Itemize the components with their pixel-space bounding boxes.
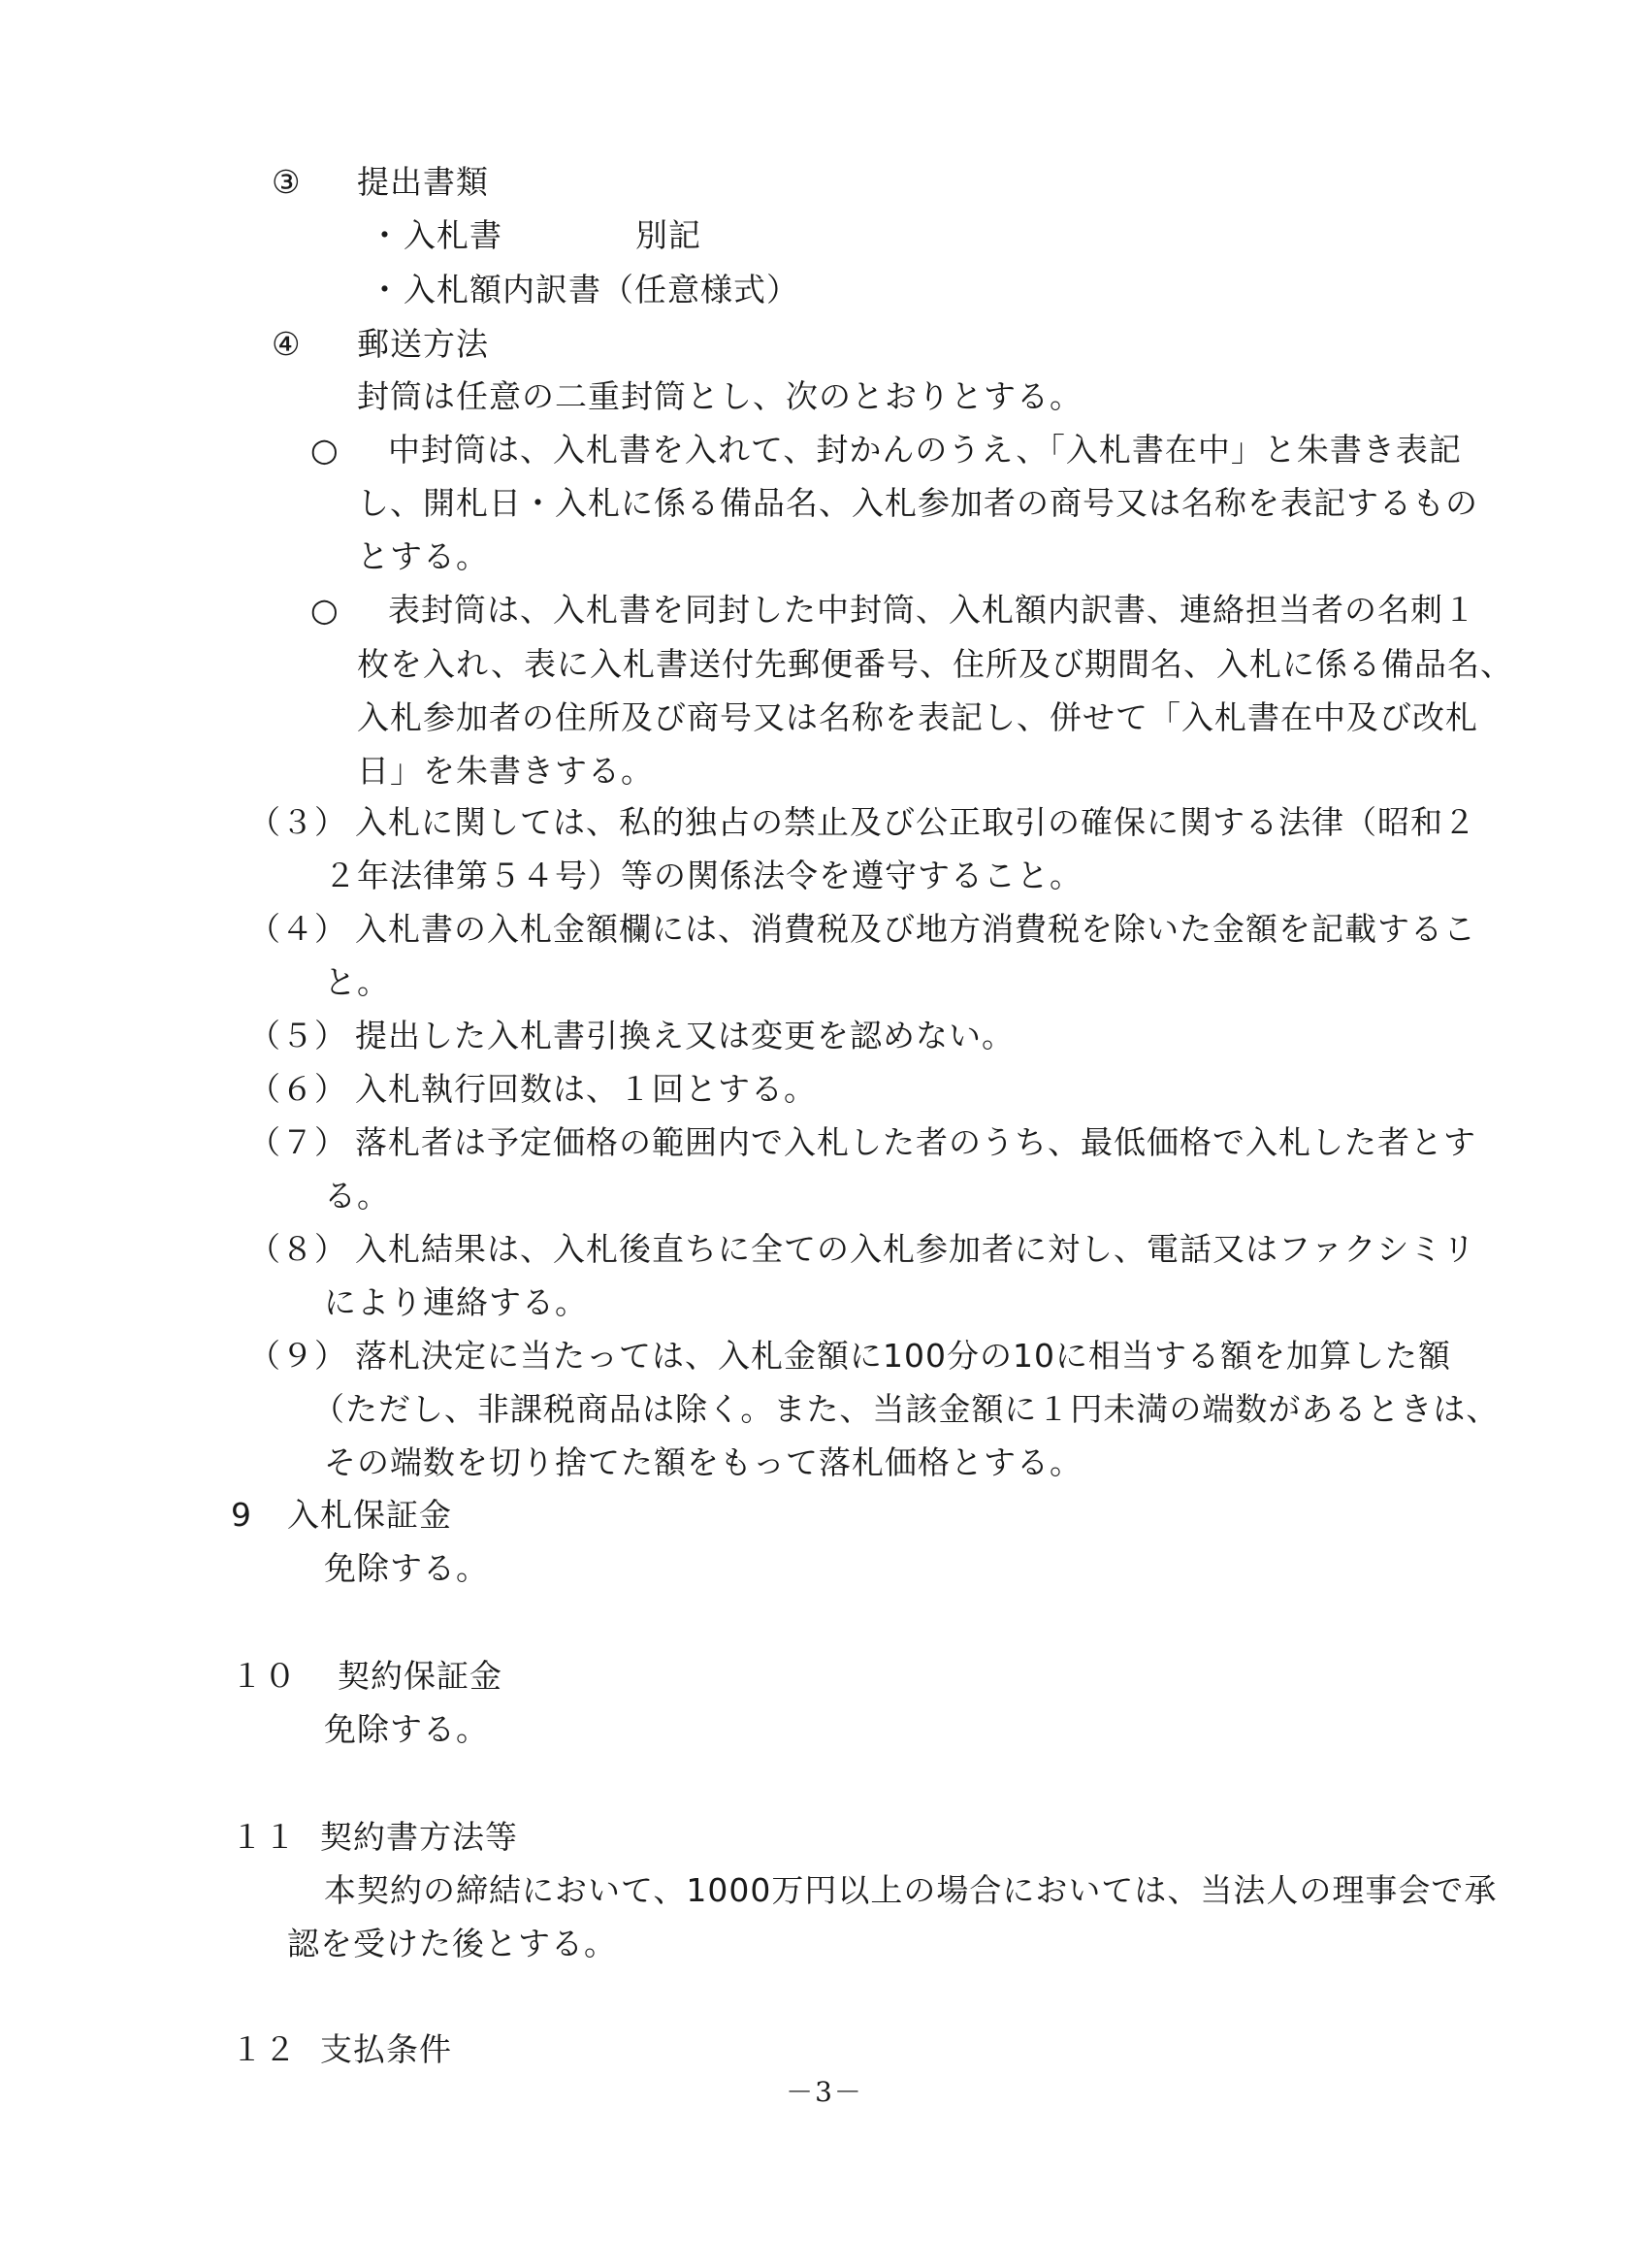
item-3-title: 提出書類 [357,163,489,201]
item-text: ２年法律第５４号）等の関係法令を遵守すること。 [324,857,1083,894]
item-text: 入札書の入札金額欄には、消費税及び地方消費税を除いた金額を記載するこ [355,910,1476,948]
item-text: 提出した入札書引換え又は変更を認めない。 [355,1017,1015,1054]
section-number: １２ [231,2030,297,2068]
item-text: 落札決定に当たっては、入札金額に100分の10に相当する額を加算した額 [355,1337,1451,1375]
outer-envelope-line: 日」を朱書きする。 [357,752,654,790]
doc-bid-form: 入札書 [404,216,502,254]
item-text: る。 [324,1177,390,1215]
item-4-title: 郵送方法 [357,325,489,363]
item-text: 入札執行回数は、１回とする。 [355,1070,817,1108]
item-text: 入札結果は、入札後直ちに全ての入札参加者に対し、電話又はファクシミリ [355,1230,1476,1268]
item-4-marker: ④ [272,325,302,363]
doc-bullet: ・ [369,271,402,308]
section-body: 免除する。 [324,1549,489,1587]
section-title: 支払条件 [320,2030,452,2068]
outer-envelope-line: 枚を入れ、表に入札書送付先郵便番号、住所及び期間名、入札に係る備品名、 [357,645,1513,683]
outer-envelope-marker: ○ [310,591,340,629]
section-number: １１ [231,1818,297,1856]
item-number: （８） [248,1230,347,1268]
outer-envelope-line: 表封筒は、入札書を同封した中封筒、入札額内訳書、連絡担当者の名刺１ [388,591,1476,629]
item-3-marker: ③ [272,163,302,201]
inner-envelope-line: とする。 [357,537,489,575]
section-body: 本契約の締結において、1000万円以上の場合においては、当法人の理事会で承 [324,1871,1498,1909]
doc-bullet: ・ [369,216,402,254]
item-text: その端数を切り捨てた額をもって落札価格とする。 [324,1443,1083,1481]
item-number: （４） [248,910,347,948]
section-title: 入札保証金 [287,1496,452,1534]
doc-breakdown: 入札額内訳書（任意様式） [404,271,799,308]
doc-bid-form-note: 別記 [635,216,701,254]
section-number: １０ [231,1657,297,1695]
section-body: 免除する。 [324,1710,489,1748]
mailing-intro: 封筒は任意の二重封筒とし、次のとおりとする。 [357,377,1083,415]
item-number: （９） [248,1337,347,1375]
item-text: （ただし、非課税商品は除く。また、当該金額に１円未満の端数があるときは、 [312,1390,1500,1428]
section-number: 9 [231,1496,252,1534]
item-text: により連絡する。 [324,1283,588,1321]
outer-envelope-line: 入札参加者の住所及び商号又は名称を表記し、併せて「入札書在中及び改札 [357,698,1478,736]
item-number: （５） [248,1017,347,1054]
item-text: と。 [324,963,390,1001]
item-number: （６） [248,1070,347,1108]
item-text: 落札者は予定価格の範囲内で入札した者のうち、最低価格で入札した者とす [355,1123,1476,1161]
section-title: 契約保証金 [338,1657,502,1695]
section-title: 契約書方法等 [320,1818,518,1856]
inner-envelope-marker: ○ [310,431,340,469]
inner-envelope-line: し、開札日・入札に係る備品名、入札参加者の商号又は名称を表記するもの [357,484,1478,522]
section-body: 認を受けた後とする。 [287,1925,617,1962]
page-number: －3－ [786,2076,863,2108]
item-number: （３） [248,803,347,841]
inner-envelope-line: 中封筒は、入札書を入れて、封かんのうえ、「入札書在中」と朱書き表記 [388,431,1462,469]
item-text: 入札に関しては、私的独占の禁止及び公正取引の確保に関する法律（昭和２ [355,803,1476,841]
item-number: （７） [248,1123,347,1161]
